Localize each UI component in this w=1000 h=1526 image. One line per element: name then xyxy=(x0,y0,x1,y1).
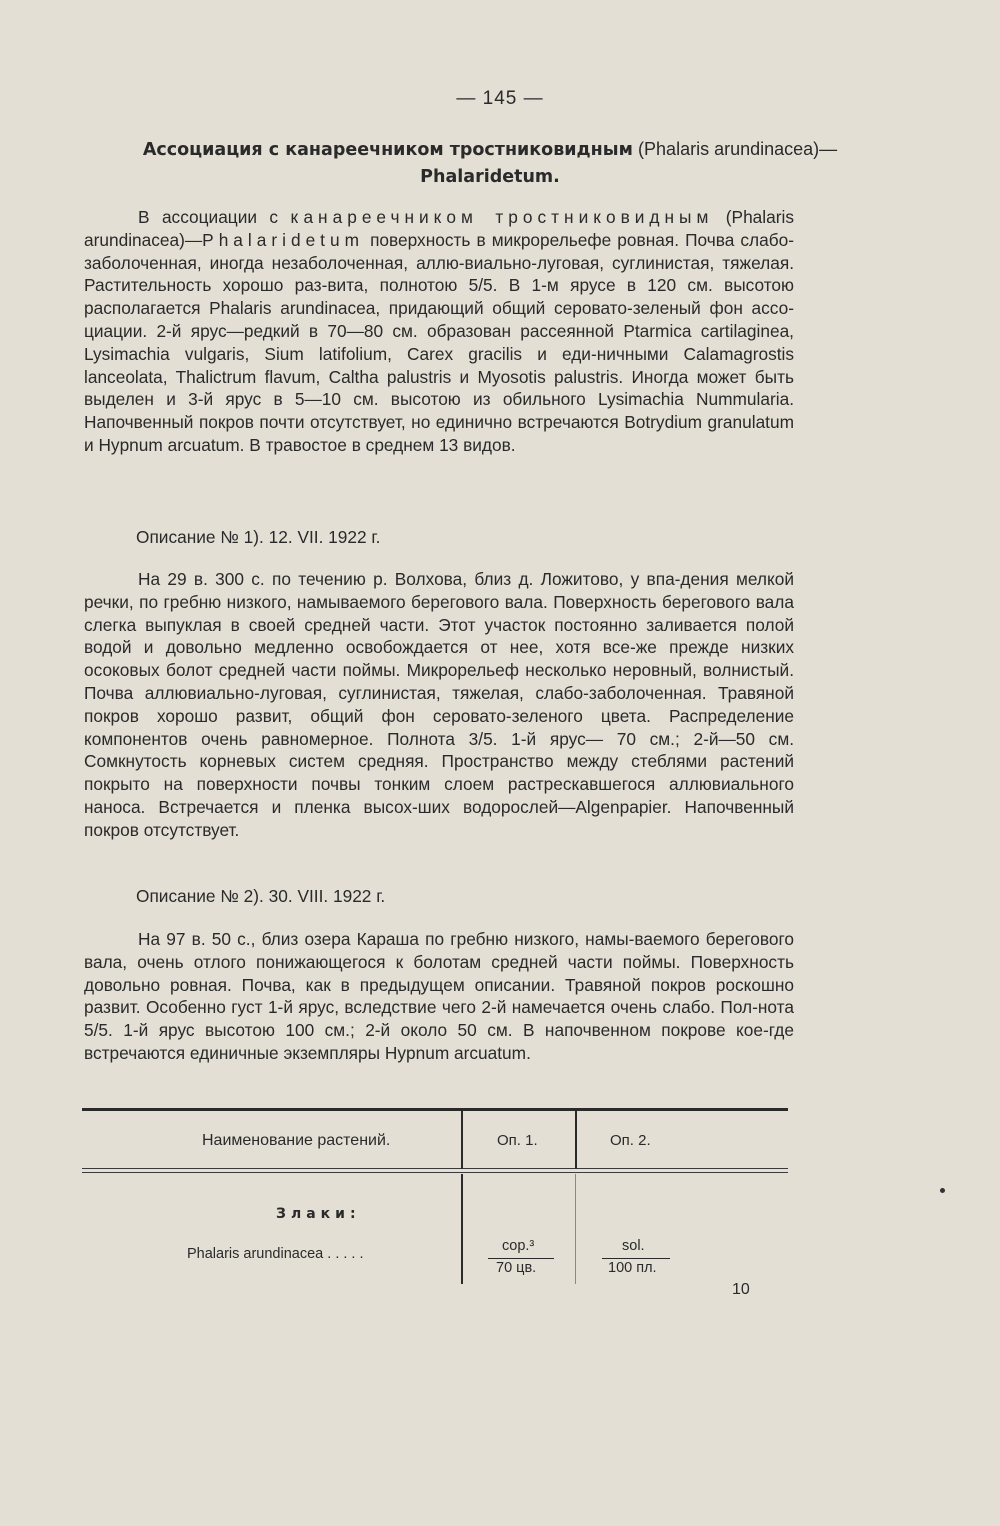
sheet-number: 10 xyxy=(732,1281,750,1298)
intro-lead: В ассоциации с xyxy=(138,207,279,227)
intro-spaced-name: канареечником тростниковидным xyxy=(290,207,714,227)
header-op2: Оп. 2. xyxy=(610,1132,651,1149)
title-bold-part: Ассоциация с канареечником тростниковидным xyxy=(142,140,633,160)
column-divider xyxy=(461,1111,463,1169)
intro-body: поверхность в микрорельефе ровная. Почва слабо-заболоченная, иногда незаболоченная, аллю-виально-луговая, суглинистая, тяжелая. Растительность хорошо раз-вита, полнотою 5/5. В 1-м ярусе в 120 см. высотою располагается Phalaris arundinacea, придающий общий серовато-зеленый фон ассо-циации. 2-й ярус—редкий в 70—80 см. образован рассеянной Ptarmica cartilaginea, Lysimachia vulgaris, Sium latifolium, Carex gracilis и еди-ничными Calamagrostis lanceolata, Thalictrum flavum, Caltha palustris и Myosotis palustris. Иногда может быть выделен и 3-й ярус в 5—10 см. высотою из обильного Lysimachia Nummularia. Напочвенный покров почти отсутствует, но единично встречаются Botrydium granulatum и Hypnum arcuatum. В травостое в среднем 13 видов. xyxy=(84,229,794,455)
title-latin-part: (Phalaris arundinacea)— xyxy=(638,139,838,159)
section-title xyxy=(120,136,860,190)
intro-latin: (Phalaris arundinacea)— xyxy=(84,207,794,250)
op2-abundance: sol. xyxy=(622,1238,645,1254)
op1-height: 70 цв. xyxy=(496,1260,537,1276)
column-divider xyxy=(575,1111,577,1169)
description-1-text: На 29 в. 300 с. по течению р. Волхова, близ д. Ложитово, у впа-дения мелкой речки, по гребню низкого, намываемого берегового вала. Поверхность берегового вала слегка выпуклая в своей средней части. Этот участок постоянно заливается полой водой и довольно медленно освобождается от нее, хотя все-же прежде низких осоковых болот средней части поймы. Микрорельеф несколько неровный, волнистый. Почва аллювиально-луговая, суглинистая, тяжелая, слабо-заболоченная. Травяной покров хорошо развит, общий фон серовато-зеленого цвета. Распределение компонентов очень равномерное. Полнота 3/5. 1-й ярус— 70 см.; 2-й—50 см. Сомкнутость корневых систем средняя. Пространство между стеблями растений покрыто на поверхности почвы тонким слоем растрескавшегося аллювиального наноса. Встречается и пленка высох-ших водорослей—Algenpapier. Напочвенный покров отсутствует. xyxy=(84,569,794,840)
page-number: — 145 — xyxy=(456,88,544,109)
group-heading-grasses: Злаки: xyxy=(276,1206,361,1222)
column-divider xyxy=(461,1174,463,1284)
header-op1: Оп. 1. xyxy=(497,1132,538,1149)
title-association-name: Phalaridetum. xyxy=(420,167,560,187)
plant-name: Phalaris arundinacea . . . . . xyxy=(187,1246,364,1262)
op2-height: 100 пл. xyxy=(608,1260,657,1276)
table-top-rule xyxy=(82,1108,788,1111)
description-2-text: На 97 в. 50 с., близ озера Караша по гребню низкого, намы-ваемого берегового вала, очень отлого понижающегося к болотам средней части поймы. Поверхность довольно ровная. Почва, как в предыдущем описании. Травяной покров роскошно развит. Особенно густ 1-й ярус, вследствие чего 2-й намечается очень слабо. Пол-нота 5/5. 1-й ярус высотою 100 см.; 2-й около 50 см. В напочвенном покрове кое-где встречаются единичные экземпляры Hypnum arcuatum. xyxy=(84,929,794,1063)
header-plant-names: Наименование растений. xyxy=(202,1132,391,1149)
description-2-heading: Описание № 2). 30. VIII. 1922 г. xyxy=(136,886,386,906)
description-1-heading: Описание № 1). 12. VII. 1922 г. xyxy=(136,527,381,547)
table-header-rule-2 xyxy=(82,1172,788,1173)
species-table xyxy=(82,1108,788,1288)
op1-abundance: cop.³ xyxy=(502,1238,535,1254)
fraction-bar xyxy=(602,1258,670,1259)
table-header-rule xyxy=(82,1168,788,1169)
column-divider xyxy=(575,1174,576,1284)
intro-association-name: Phalaridetum xyxy=(202,229,364,250)
intro-paragraph xyxy=(84,206,794,457)
fraction-bar xyxy=(488,1258,554,1259)
ink-dot xyxy=(940,1188,945,1193)
